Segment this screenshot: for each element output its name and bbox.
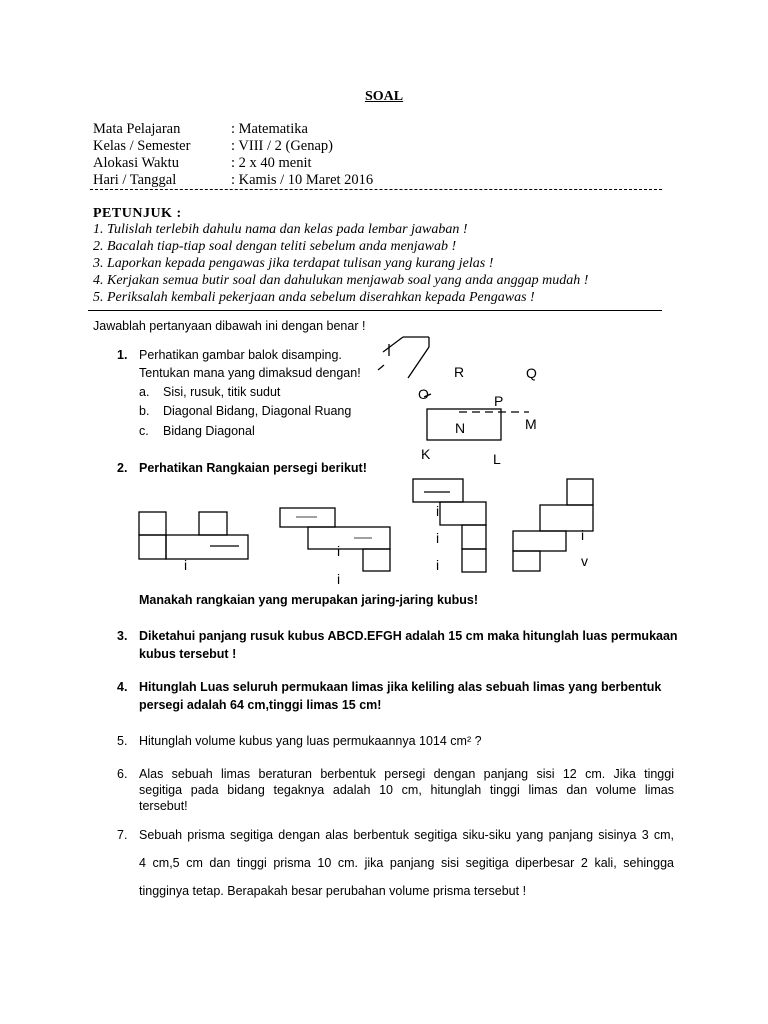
q6-line: segitiga pada bidang tegaknya adalah 10 cm, hitunglah tinggi limas dan volume limas xyxy=(139,783,674,797)
vertex-label-q: Q xyxy=(526,365,537,381)
q3-line: Diketahui panjang rusuk kubus ABCD.EFGH adalah 15 cm maka hitunglah luas permukaan xyxy=(139,629,678,643)
net-label: i xyxy=(436,530,440,546)
q2-text: Perhatikan Rangkaian persegi berikut! xyxy=(139,461,367,475)
question-number: 6. xyxy=(117,767,128,781)
meta-label-time: Alokasi Waktu xyxy=(93,155,179,171)
q6-line: tersebut! xyxy=(139,799,188,813)
net-label: i xyxy=(337,543,341,559)
question-number: 3. xyxy=(117,629,128,643)
q1-option-text: Bidang Diagonal xyxy=(163,424,255,438)
q2-question: Manakah rangkaian yang merupakan jaring-jaring kubus! xyxy=(139,593,478,607)
petunjuk-item: 3. Laporkan kepada pengawas jika terdapat tulisan yang kurang jelas ! xyxy=(93,256,494,271)
petunjuk-item: 5. Periksalah kembali pekerjaan anda sebelum diserahkan kepada Pengawas ! xyxy=(93,290,535,305)
meta-value-subject: : Matematika xyxy=(231,121,308,137)
vertex-label-m: M xyxy=(525,416,537,432)
question-number: 7. xyxy=(117,828,128,842)
q4-line: persegi adalah 64 cm,tinggi limas 15 cm! xyxy=(139,698,382,712)
net-label: i xyxy=(436,557,440,573)
net-3 xyxy=(413,479,486,572)
meta-value-class: : VIII / 2 (Genap) xyxy=(231,138,334,154)
meta-value-time: : 2 x 40 menit xyxy=(231,155,312,171)
q1-option-text: Sisi, rusuk, titik sudut xyxy=(163,385,281,399)
vertex-label-p: P xyxy=(494,393,504,409)
net-2 xyxy=(280,508,390,571)
q1-option-letter: b. xyxy=(139,404,150,418)
vertex-label-l: L xyxy=(493,451,501,467)
q6-line: Alas sebuah limas beraturan berbentuk persegi dengan panjang sisi 12 cm. Jika tinggi xyxy=(139,767,674,781)
net-label: i xyxy=(184,557,188,573)
vertex-label-k: K xyxy=(421,446,431,462)
q1-line: Tentukan mana yang dimaksud dengan! xyxy=(139,366,361,380)
question-number: 4. xyxy=(117,680,128,694)
petunjuk-item: 2. Bacalah tiap-tiap soal dengan teliti sebelum anda menjawab ! xyxy=(93,239,457,254)
net-1 xyxy=(139,512,248,559)
q1-option-text: Diagonal Bidang, Diagonal Ruang xyxy=(163,404,352,418)
meta-label-subject: Mata Pelajaran xyxy=(93,121,181,137)
question-number: 1. xyxy=(117,348,128,362)
q3-line: kubus tersebut ! xyxy=(139,647,237,661)
meta-label-class: Kelas / Semester xyxy=(93,138,191,154)
net-label: i xyxy=(436,503,440,519)
q1-option-letter: a. xyxy=(139,385,150,399)
petunjuk-item: 4. Kerjakan semua butir soal dan dahulukan menjawab soal yang anda anggap mudah ! xyxy=(93,273,589,288)
vertex-label-r: R xyxy=(454,364,465,380)
question-number: 2. xyxy=(117,461,128,475)
petunjuk-heading: PETUNJUK : xyxy=(93,206,182,221)
q7-line: 4 cm,5 cm dan tinggi prisma 10 cm. jika panjang sisi segitiga diperbesar 2 kali, sehingga xyxy=(139,856,674,870)
vertex-label-n: N xyxy=(455,420,466,436)
q7-line: tingginya tetap. Berapakah besar perubahan volume prisma tersebut ! xyxy=(139,884,527,898)
net-label: i xyxy=(581,527,585,543)
q5-text: Hitunglah volume kubus yang luas permukaannya 1014 cm² ? xyxy=(139,734,482,748)
q1-line: Perhatikan gambar balok disamping. xyxy=(139,348,342,362)
meta-label-date: Hari / Tanggal xyxy=(93,172,177,188)
petunjuk-item: 1. Tulislah terlebih dahulu nama dan kelas pada lembar jawaban ! xyxy=(93,222,468,237)
instruction: Jawablah pertanyaan dibawah ini dengan benar ! xyxy=(93,319,366,333)
q7-line: Sebuah prisma segitiga dengan alas berbentuk segitiga siku-siku yang panjang sisinya 3 cm, xyxy=(139,828,674,842)
net-label: v xyxy=(581,553,588,569)
vertex-label-o: O xyxy=(418,386,429,402)
meta-value-date: : Kamis / 10 Maret 2016 xyxy=(231,172,374,188)
q4-line: Hitunglah Luas seluruh permukaan limas jika keliling alas sebuah limas yang berbentuk xyxy=(139,680,662,694)
net-label: i xyxy=(337,571,341,587)
q1-option-letter: c. xyxy=(139,424,149,438)
page-title: SOAL xyxy=(364,89,404,104)
question-number: 5. xyxy=(117,734,128,748)
